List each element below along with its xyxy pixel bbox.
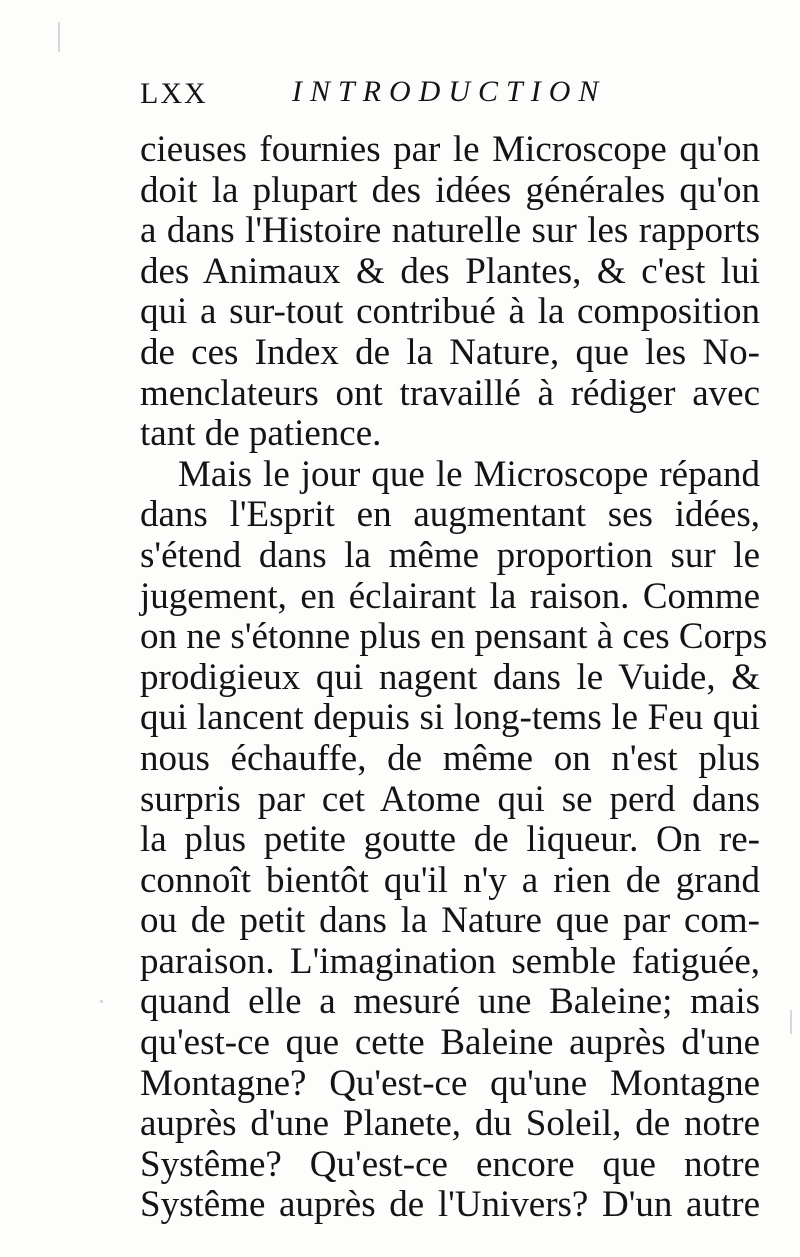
text-line: paraison. L'imagination semble fatiguée, (140, 940, 760, 982)
paragraph-start-line: Mais le jour que le Microscope répand (178, 453, 760, 495)
page-number: LXX (140, 77, 208, 110)
text-line: Systême? Qu'est-ce encore que notre (140, 1143, 760, 1185)
text-line: menclateurs ont travaillé à rédiger avec (140, 372, 760, 414)
body-text (140, 129, 768, 1226)
text-line: surpris par cet Atome qui se perd dans (140, 778, 760, 820)
text-line: on ne s'étonne plus en pensant à ces Corps (140, 616, 768, 658)
scan-speck (790, 1010, 792, 1034)
running-head: INTRODUCTION (292, 75, 607, 108)
text-line: des Animaux & des Plantes, & c'est lui (140, 250, 760, 292)
text-line: prodigieux qui nagent dans le Vuide, & (140, 656, 760, 698)
text-line: qu'est-ce que cette Baleine auprès d'une (140, 1022, 760, 1064)
text-line: cieuses fournies par le Microscope qu'on (140, 129, 760, 170)
text-line: dans l'Esprit en augmentant ses idées, (140, 494, 760, 536)
scan-speck (100, 1000, 103, 1003)
text-line: doit la plupart des idées générales qu'on (140, 169, 760, 211)
scan-speck (58, 22, 60, 52)
text-line: Systême auprès de l'Univers? D'un autre (140, 1184, 760, 1226)
text-line: jugement, en éclairant la raison. Comme (140, 575, 760, 617)
text-line: de ces Index de la Nature, que les No- (140, 331, 760, 373)
text-line: la plus petite goutte de liqueur. On re- (140, 819, 760, 861)
paragraph-end-line: tant de patience. (140, 413, 382, 455)
text-line: Montagne? Qu'est-ce qu'une Montagne (140, 1062, 760, 1104)
text-line: qui a sur-tout contribué à la composition (140, 291, 760, 333)
text-line: a dans l'Histoire naturelle sur les rapports (140, 210, 760, 252)
text-line: auprès d'une Planete, du Soleil, de notre (140, 1103, 760, 1145)
text-line: quand elle a mesuré une Baleine; mais (140, 981, 760, 1023)
text-line: qui lancent depuis si long-tems le Feu qui (140, 697, 760, 739)
text-line: nous échauffe, de même on n'est plus (140, 737, 760, 779)
text-line: s'étend dans la même proportion sur le (140, 534, 760, 576)
page-header (140, 72, 640, 116)
text-line: connoît bientôt qu'il n'y a rien de grand (140, 859, 760, 901)
text-line: ou de petit dans la Nature que par com- (140, 900, 760, 942)
